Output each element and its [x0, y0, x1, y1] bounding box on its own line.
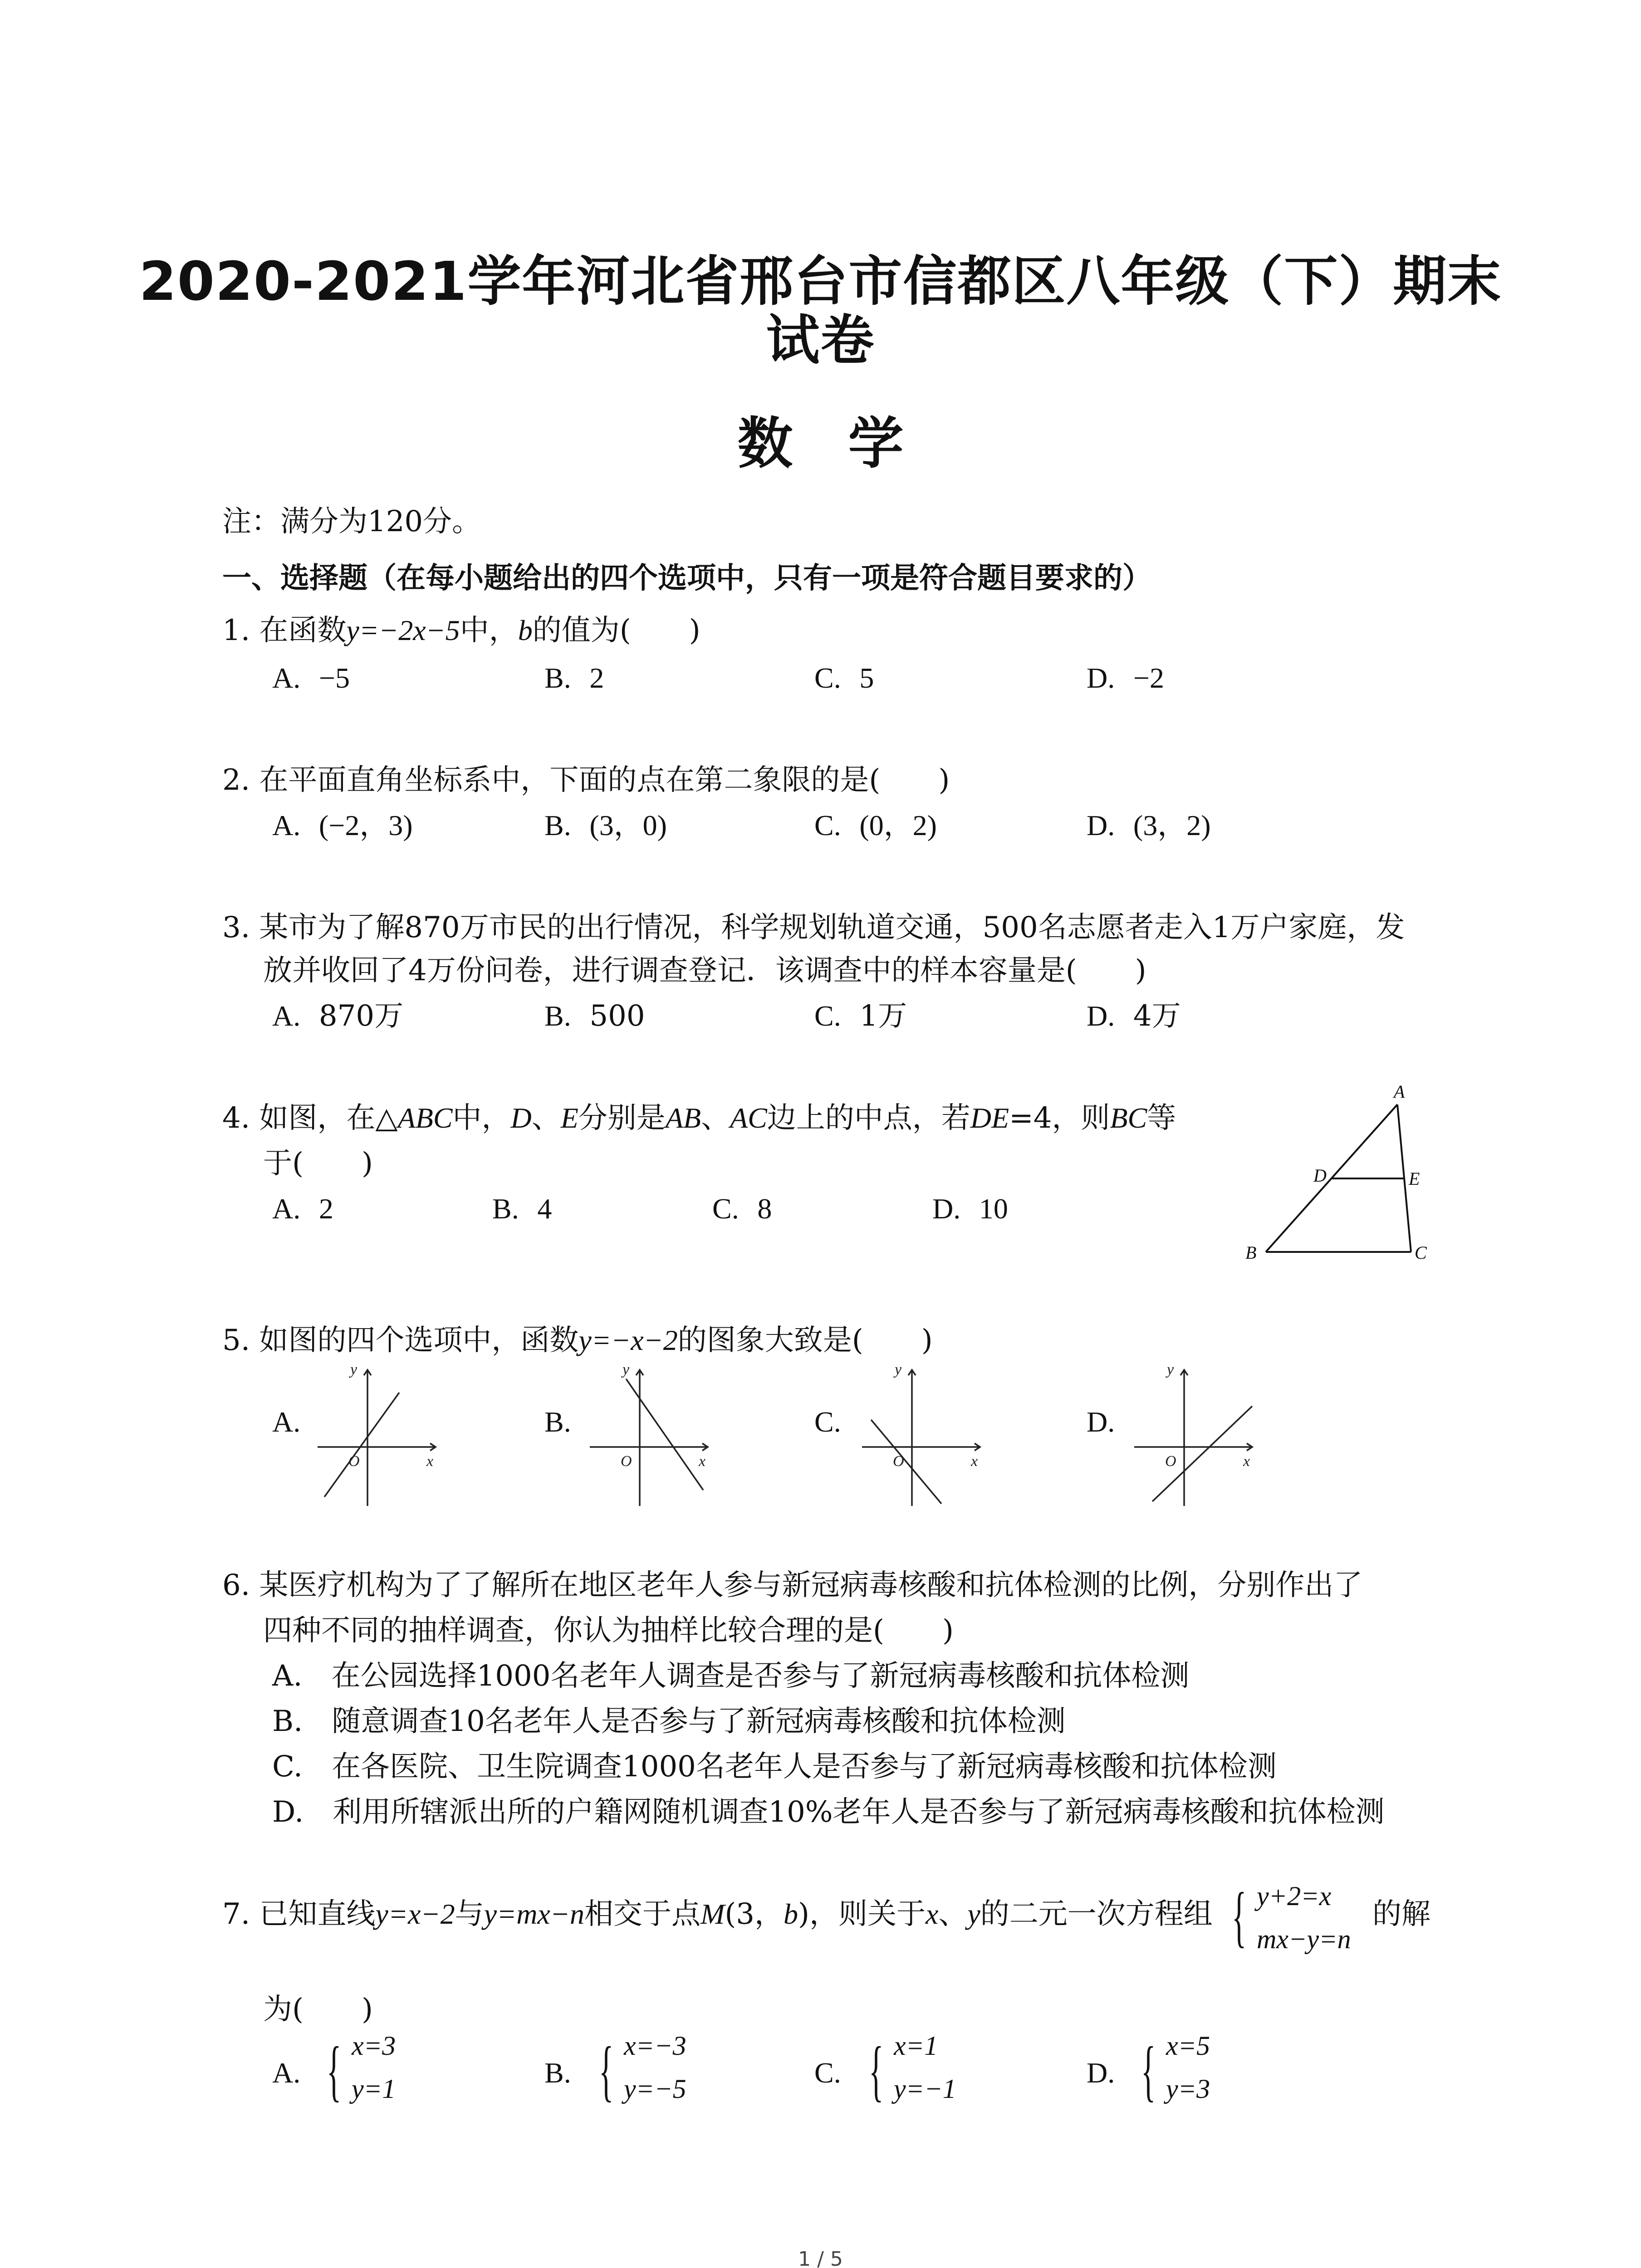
svg-text:O: O [1165, 1453, 1176, 1470]
svg-text:y: y [1167, 1361, 1174, 1378]
q7-a-brace: { [327, 2033, 342, 2108]
svg-text:x: x [699, 1453, 706, 1470]
function-line [626, 1379, 706, 1490]
q6-option-d[interactable]: D. 利用所辖派出所的户籍网随机调查10%老年人是否参与了新冠病毒核酸和抗体检测 [272, 1795, 1385, 1829]
question-4-stem-line2: 于( ) [263, 1147, 373, 1180]
graph-option-c [853, 1361, 989, 1510]
q7-c-brace: { [869, 2033, 884, 2108]
svg-text:y: y [350, 1361, 358, 1378]
label-a: A [1394, 1084, 1405, 1102]
svg-text:O: O [893, 1453, 904, 1470]
q2-option-b[interactable]: B. (3，0) [544, 809, 667, 841]
q4-option-a[interactable]: A. 2 [272, 1193, 333, 1225]
q2-option-c[interactable]: C. (0，2) [814, 809, 937, 841]
section-heading: 一、选择题（在每小题给出的四个选项中，只有一项是符合题目要求的） [222, 562, 1151, 595]
q6-option-c[interactable]: C. 在各医院、卫生院调查1000名老年人是否参与了新冠病毒核酸和抗体检测 [272, 1750, 1277, 1784]
question-4-stem-line1: 4. 如图，在△ABC中，D、E分别是AB、AC边上的中点，若DE=4，则BC等 [222, 1101, 1176, 1135]
svg-text:O: O [621, 1453, 632, 1470]
function-line [324, 1393, 399, 1497]
q2-option-a[interactable]: A. (−2，3) [272, 809, 413, 841]
question-6-stem-line1: 6. 某医疗机构为了了解所在地区老年人参与新冠病毒核酸和抗体检测的比例，分别作出了 [222, 1569, 1363, 1602]
exam-page: 2020-2021学年河北省邢台市信都区八年级（下）期末 试卷 数 学 注：满分为120分。 一、选择题（在每小题给出的四个选项中，只有一项是符合题目要求的） 1. 在函数y=−2x−5中，b的值为( ) A. −5 B. 2 C. 5 D. −2 2. 在平面直角坐标系中，下面的点在第二象限的是( ) A. (−2，3) B. (3，0) C. (0，2) D. (3，2) 3. 某市为了解870万市民的出行情况，科学规划轨道交通，500名志愿者走入1万户家庭，发 放并收回了4万份问卷，进行调查登记．该调查中的样本容量是( ) A. 870万 B. 500 C. 1万 D. 4万 4. 如图，在△ABC中，D、E分别是AB、AC边上的中点，若DE=4，则BC等 于( ) A. 2 B. 4 C. 8 D. 10 A D E B C 5. 如图的四个选项中，函数y=−x−2的图象大致是( ) A. B. C. D. y O x y O x y O x y O x 6. 某医疗机构为了了解所在地区老年人参与新冠病毒核酸和抗体检测的比例，分别作出了 四种不同的抽样调查，你认为抽样比较合理的是( ) A. 在公园选择1000名老年人调查是否参与了新冠病毒核酸和抗体检测 B. 随意调查10名老年人是否参与了新冠病毒核酸和抗体检测 C. 在各医院、卫生院调查1000名老年人是否参与了新冠病毒核酸和抗体检测 D. 利用所辖派出所的户籍网随机调查10%老年人是否参与了新冠病毒核酸和抗体检测 7. 已知直线y=x−2与y=mx−n相交于点M(3，b)，则关于x、y的二元一次方程组 { y+2=x mx−y=n 的解 为( ) A. { x=3 y=1 B. { x=−3 y=−5 C. { x=1 y=−1 D. { x=5 y=3 1 / 5 [0, 0, 1641, 2268]
question-7-stem-line2: 为( ) [263, 1993, 373, 2026]
subject-heading: 数 学 [737, 411, 904, 476]
label-c: C [1415, 1242, 1427, 1263]
q1-option-a[interactable]: A. −5 [272, 662, 350, 694]
q7-b-brace: { [599, 2033, 614, 2108]
label-d: D [1313, 1165, 1327, 1186]
exam-title-line2: 试卷 [766, 309, 875, 371]
q2-option-d[interactable]: D. (3，2) [1087, 809, 1211, 841]
label-b: B [1245, 1242, 1257, 1263]
score-note: 注：满分为120分。 [222, 505, 481, 538]
q4-option-c[interactable]: C. 8 [712, 1193, 772, 1225]
q3-option-a[interactable]: A. 870万 [272, 999, 404, 1033]
q7-option-b[interactable]: B. [544, 2057, 571, 2089]
question-2-stem: 2. 在平面直角坐标系中，下面的点在第二象限的是( ) [222, 763, 950, 797]
system-eq2: mx−y=n [1257, 1924, 1351, 1954]
svg-text:y: y [895, 1361, 902, 1378]
q5-option-a[interactable]: A. [272, 1406, 301, 1438]
question-3-stem-line1: 3. 某市为了解870万市民的出行情况，科学规划轨道交通，500名志愿者走入1万户家庭，发 [222, 911, 1405, 944]
q4-option-d[interactable]: D. 10 [932, 1193, 1008, 1225]
q5-option-d[interactable]: D. [1087, 1406, 1115, 1438]
q1-option-d[interactable]: D. −2 [1087, 662, 1164, 694]
q3-option-c[interactable]: C. 1万 [814, 999, 907, 1033]
graph-option-d [1125, 1361, 1261, 1510]
q3-option-b[interactable]: B. 500 [544, 999, 645, 1033]
q7-d-brace: { [1141, 2033, 1156, 2108]
svg-text:y: y [622, 1361, 630, 1378]
triangle-figure [1225, 1084, 1461, 1275]
q7-option-d[interactable]: D. [1087, 2057, 1115, 2089]
svg-text:x: x [971, 1453, 978, 1470]
question-7-stem-line1: 7. 已知直线y=x−2与y=mx−n相交于点M(3，b)，则关于x、y的二元一次方程组 [222, 1897, 1213, 1931]
q5-option-b[interactable]: B. [544, 1406, 571, 1438]
q7-option-a[interactable]: A. [272, 2057, 301, 2089]
q5-option-c[interactable]: C. [814, 1406, 841, 1438]
q6-option-b[interactable]: B. 随意调查10名老年人是否参与了新冠病毒核酸和抗体检测 [272, 1705, 1066, 1738]
q3-option-d[interactable]: D. 4万 [1087, 999, 1181, 1033]
system-brace: { [1232, 1879, 1247, 1954]
graph-option-a [309, 1361, 445, 1510]
question-3-stem-line2: 放并收回了4万份问卷，进行调查登记．该调查中的样本容量是( ) [263, 954, 1146, 987]
question-7-stem-end: 的解 [1372, 1897, 1430, 1931]
svg-text:O: O [348, 1453, 360, 1470]
q4-option-b[interactable]: B. 4 [492, 1193, 552, 1225]
q6-option-a[interactable]: A. 在公园选择1000名老年人调查是否参与了新冠病毒核酸和抗体检测 [272, 1659, 1190, 1693]
question-6-stem-line2: 四种不同的抽样调查，你认为抽样比较合理的是( ) [263, 1614, 954, 1647]
graph-option-b [581, 1361, 717, 1510]
system-eq1: y+2=x [1257, 1881, 1332, 1911]
q1-option-c[interactable]: C. 5 [814, 662, 874, 694]
function-line [871, 1420, 941, 1504]
svg-text:x: x [1243, 1453, 1250, 1470]
page-number: 1 / 5 [798, 2248, 843, 2268]
svg-text:x: x [426, 1453, 434, 1470]
q7-option-c[interactable]: C. [814, 2057, 841, 2089]
question-1-stem: 1. 在函数y=−2x−5中，b的值为( ) [222, 614, 700, 647]
exam-title-line1: 2020-2021学年河北省邢台市信都区八年级（下）期末 [139, 250, 1502, 313]
question-5-stem: 5. 如图的四个选项中，函数y=−x−2的图象大致是( ) [222, 1324, 933, 1357]
label-e: E [1409, 1168, 1420, 1189]
q1-option-b[interactable]: B. 2 [544, 662, 604, 694]
